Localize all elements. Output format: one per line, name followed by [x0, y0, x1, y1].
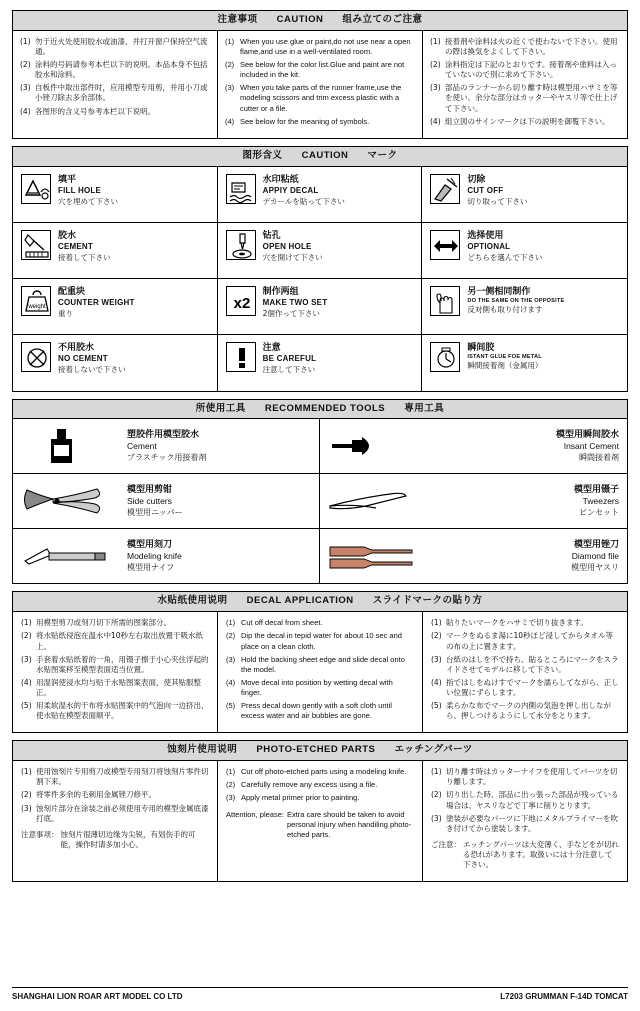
- symbol-make-two-set: [218, 279, 423, 335]
- instant-cement-icon: [328, 425, 424, 467]
- symbols-section: [12, 146, 628, 392]
- symbol-label-cn: 胶水: [58, 230, 77, 241]
- tool-label-cn: 模型用镊子: [573, 485, 619, 496]
- etched-band-jp: エッチングパーツ: [394, 744, 473, 756]
- symbol-label-cn: 瞬间胶: [467, 342, 495, 353]
- modeling-knife-icon: [21, 535, 117, 577]
- list-item: (3) 自板件中取出部件时，应用模型专用剪，并用小刀或小锉刀除去多余部体。: [20, 83, 208, 103]
- symbol-open-hole: [218, 223, 423, 279]
- etched-col-en: [217, 761, 422, 881]
- symbol-label-en: BE CAREFUL: [262, 353, 317, 363]
- tool-label-en: Diamond file: [571, 551, 619, 562]
- list-item: (2) 将水贴纸侵泡在温水中10秒左右取出放置于吸水纸上。: [21, 631, 204, 651]
- list-item: (2) See below for the color list.Glue and paint are not included in the kit.: [225, 60, 405, 80]
- tool-label-jp: プラスチック用接着剤: [127, 452, 207, 462]
- caution-col-cn: [13, 31, 217, 138]
- tool-label-en: Tweezers: [582, 496, 619, 507]
- tool-label-jp: 模型用ナイフ: [127, 562, 175, 572]
- list-item: (1) Cut off decal from sheet.: [226, 618, 323, 628]
- tool-label-jp: 模型用ヤスリ: [571, 562, 619, 572]
- symbol-label-jp: 接着して下さい: [58, 252, 111, 262]
- tool-diamond-file: [320, 529, 627, 583]
- caution-band-en: CAUTION: [276, 14, 324, 25]
- list-item: (4) 各图形的含义号参考本栏以下说明。: [20, 106, 155, 116]
- list-item: (1) 勿于近火处使用胶水或油漆，并打开窗户保持空气流通。: [20, 36, 208, 56]
- symbol-label-en: ISTANT GLUE FOE METAL: [467, 353, 542, 360]
- symbol-label-en: NO CEMENT: [58, 353, 108, 363]
- decal-col-en: [217, 612, 422, 732]
- be-careful-icon: [226, 342, 256, 372]
- list-item: (2) 将零件多余的毛刺用金属锉刀修平。: [21, 790, 156, 800]
- symbol-label-en: OPEN HOLE: [262, 241, 312, 251]
- tools-band-cn: 所使用工具: [195, 402, 246, 414]
- optional-icon: [430, 230, 460, 260]
- side-cutters-icon: [21, 480, 117, 522]
- tool-label-cn: 塑胶件用模型胶水: [127, 430, 200, 441]
- symbols-band-en: CAUTION: [301, 149, 349, 161]
- symbol-label-cn: 选择使用: [467, 230, 504, 241]
- tool-label-en: Side cutters: [127, 496, 172, 507]
- list-item: (4) See below for the meaning of symbols.: [225, 116, 370, 126]
- symbol-cement: [13, 223, 218, 279]
- decal-col-cn: [13, 612, 217, 732]
- tools-band-jp: 専用工具: [404, 402, 445, 414]
- caution-band-jp: 组み立てのご注意: [342, 14, 423, 25]
- list-item: ご注意： エッチングパーツは大変薄く、手などをが切れる恐れがあります。取扱いには十分注意して下さい。: [431, 839, 619, 870]
- tool-label-en: Cement: [127, 441, 157, 452]
- symbol-label-en: CUT OFF: [467, 185, 504, 195]
- caution-band: [12, 10, 628, 31]
- symbol-cut-off: [422, 167, 627, 223]
- symbols-band-jp: マーク: [367, 149, 398, 161]
- symbol-label-en: APPIY DECAL: [262, 185, 319, 195]
- tool-label-cn: 模型用瞬间胶水: [555, 430, 619, 441]
- symbol-label-jp: 重り: [58, 308, 73, 318]
- list-item: 注意事项： 蚀刻片很薄切边缘为尖锐，有划伤手的可能，操作时请多加小心。: [21, 829, 196, 849]
- tool-label-cn: 模型用锉刀: [573, 540, 619, 551]
- symbol-be-careful: [218, 335, 423, 391]
- apply-decal-icon: [226, 174, 256, 204]
- list-item: (2) マークをぬるま湯に10秒ほど浸してからタオル等の布の上に置きます。: [431, 631, 614, 651]
- list-item: (3) Hold the backing sheet edge and slide decal onto the model.: [226, 654, 405, 674]
- tools-section: [12, 399, 628, 585]
- list-item: (3) 台紙のはしを不で持ち、貼るところにマークをスライドさせてモデルに移して下さい。: [431, 654, 619, 674]
- list-item: (4) 組立図のサインマークは下の説明を御覧下さい。: [430, 116, 610, 126]
- symbol-counter-weight: [13, 279, 218, 335]
- decal-section: [12, 591, 628, 733]
- open-hole-icon: [226, 230, 256, 260]
- symbol-label-cn: 不用胶水: [58, 342, 95, 353]
- list-item: (2) 切り出した時、部品に出っ張った部品が残っている場合は、ヤスリなどで丁寧に削りとります。: [431, 790, 619, 810]
- do-same-opposite-icon: [430, 286, 460, 316]
- list-item: (3) 蚀刻片部分在涂装之前必须使用专用的模型金属底漆打底。: [21, 803, 209, 823]
- symbol-label-en: FILL HOLE: [58, 185, 101, 195]
- make-two-set-icon: [226, 286, 256, 316]
- symbol-label-en: COUNTER WEIGHT: [58, 297, 135, 307]
- symbol-label-cn: 钻孔: [262, 230, 281, 241]
- tool-label-jp: ピンセット: [579, 507, 619, 517]
- footer-company: SHANGHAI LION ROAR ART MODEL CO LTD: [12, 992, 183, 1002]
- caution-col-en: [217, 31, 422, 138]
- tool-cement: [13, 419, 320, 474]
- tool-label-cn: 模型用刻刀: [127, 540, 173, 551]
- list-item: (1) Cut off photo-etched parts using a modeling knife.: [226, 767, 407, 777]
- fill-hole-icon: [21, 174, 51, 204]
- etched-section: [12, 740, 628, 882]
- symbol-label-cn: 制作两组: [262, 286, 299, 297]
- tool-label-cn: 模型用剪钳: [127, 485, 173, 496]
- symbol-label-cn: 注意: [262, 342, 281, 353]
- symbol-fill-hole: [13, 167, 218, 223]
- list-item: (2) Carefully remove any excess using a file.: [226, 780, 378, 790]
- cut-off-icon: [430, 174, 460, 204]
- symbol-label-jp: 穴を埋めて下さい: [58, 196, 118, 206]
- tool-instant-cement: [320, 419, 627, 474]
- etched-band-en: PHOTO-ETCHED PARTS: [256, 744, 376, 756]
- symbol-label-en: OPTIONAL: [467, 241, 511, 251]
- symbol-label-cn: 水印粘纸: [262, 174, 299, 185]
- list-item: (2) 涂料指定は下記のとおりです。接着剤や塗料は入っていないので別に求めて下さい。: [430, 60, 617, 80]
- no-cement-icon: [21, 342, 51, 372]
- list-item: (1) 貼りたいマークをハサミで切り抜きます。: [431, 618, 588, 628]
- decal-band-en: DECAL APPLICATION: [246, 595, 354, 607]
- caution-col-jp: [422, 31, 627, 138]
- list-item: (3) When you take parts of the runner frame,use the modeling scissors and trim excess plastic with a cutter or a file.: [225, 83, 402, 113]
- list-item: (1) 用模型剪刀或刻刀切下所需的图案部分。: [21, 618, 171, 628]
- symbol-label-jp: 2個作って下さい: [262, 308, 320, 318]
- symbol-label-en: CEMENT: [58, 241, 93, 251]
- caution-band-cn: 注意事项: [217, 14, 258, 25]
- counter-weight-icon: [21, 286, 51, 316]
- symbol-label-jp: 穴を開けて下さい: [262, 252, 323, 262]
- symbol-label-jp: どちらを選んで下さい: [467, 252, 543, 262]
- symbol-instant-glue: [422, 335, 627, 391]
- tool-tweezers: [320, 474, 627, 529]
- tool-label-jp: 模型用ニッパー: [127, 507, 183, 517]
- list-item: (3) Apply metal primer prior to painting.: [226, 793, 360, 803]
- instant-glue-icon: [430, 342, 460, 372]
- symbol-label-cn: 配重块: [58, 286, 86, 297]
- list-item: (5) 用柔软湿水的干布将水贴图案中的气泡向一边挤出，使水贴在模型表面顺平。: [21, 701, 209, 721]
- symbol-label-en: DO THE SAME ON THE OPPOSITE: [467, 297, 565, 304]
- tools-band-en: RECOMMENDED TOOLS: [264, 402, 386, 414]
- decal-band-cn: 水贴纸使用说明: [157, 595, 228, 607]
- list-item: (5) 柔らかな布でマークの内側の気泡を押し出しながら、押しつけるようにして水分をとります。: [431, 701, 611, 721]
- etched-band: [12, 740, 628, 761]
- symbol-optional: [422, 223, 627, 279]
- tool-label-jp: 瞬間接着剤: [579, 452, 619, 462]
- list-item: (4) Move decal into position by wetting decal with finger.: [226, 677, 393, 697]
- etched-band-cn: 蚀刻片使用说明: [167, 744, 238, 756]
- etched-col-cn: [13, 761, 217, 881]
- symbol-label-cn: 填平: [58, 174, 77, 185]
- svg-text:x2: x2: [233, 294, 250, 312]
- list-item: (3) 塗装が必要なパーツに下地にメタルプライマーを吹き付けてから塗装します。: [431, 813, 618, 833]
- list-item: (4) 用湿润使浸水均与贴于水贴图案表面，使其贴服整正。: [21, 677, 201, 697]
- tool-modeling-knife: [13, 529, 320, 583]
- svg-text:weight: weight: [28, 303, 46, 310]
- footer-kit-code: L7203 GRUMMAN F-14D TOMCAT: [500, 992, 628, 1002]
- tool-label-en: Modeling knife: [127, 551, 182, 562]
- symbol-label-jp: 反対側も取り付けます: [467, 305, 543, 315]
- symbol-label-en: MAKE TWO SET: [262, 297, 328, 307]
- tweezers-icon: [328, 480, 424, 522]
- symbol-label-jp: 瞬間接着剤（金属用）: [467, 361, 543, 371]
- list-item: (3) 手套着水贴纸着的一角，用镊子擦于小心夹住浮起的水贴图案移至模型表面适当位置。: [21, 654, 209, 674]
- list-item: (4) 指ではしをぬけすでマークを濡らしてながら、正しい位置にずらします。: [431, 677, 619, 697]
- symbol-label-jp: 接着しないで下さい: [58, 364, 126, 374]
- symbol-label-cn: 切除: [467, 174, 486, 185]
- footer: [12, 987, 628, 1003]
- symbol-no-cement: [13, 335, 218, 391]
- tools-band: [12, 399, 628, 420]
- decal-col-jp: [422, 612, 627, 732]
- tool-side-cutters: [13, 474, 320, 529]
- symbols-band-cn: 图形含义: [242, 149, 283, 161]
- decal-band-jp: スライドマークの貼り方: [372, 595, 483, 607]
- list-item: (1) 使用蚀刻片专用剪刀或模型专用刻刀将蚀刻片零件切割下来。: [21, 767, 209, 787]
- tool-label-en: Insant Cement: [563, 441, 619, 452]
- list-item: (1) 切り離す時はカッターナイフを使用してパーツを切り離します。: [431, 767, 618, 787]
- caution-section: [12, 10, 628, 139]
- symbols-band: [12, 146, 628, 167]
- symbol-do-same-opposite: [422, 279, 627, 335]
- list-item: (3) 部品のランナーから切り離す時は模型用ハサミを等を使い、余分な部分はカッターやヤスリ等で仕上げて下さい。: [430, 83, 618, 113]
- symbol-label-jp: デカールを貼って下さい: [262, 196, 345, 206]
- symbol-apply-decal: [218, 167, 423, 223]
- decal-band: [12, 591, 628, 612]
- list-item: (5) Press decal down gently with a soft cloth until excess water and air bubbles are gone.: [226, 701, 392, 721]
- etched-col-jp: [422, 761, 627, 881]
- list-item: (2) Dip the decal in tepid water for about 10 sec and place on a clean cloth.: [226, 631, 402, 651]
- list-item: (1) When you use glue or paint,do not use near a open flame,and use in a well-ventilated room.: [225, 36, 411, 56]
- symbol-label-jp: 切り取って下さい: [467, 196, 528, 206]
- cement-icon: [21, 230, 51, 260]
- list-item: (1) 接着剤や涂料は火の近くで使わないで下さい。使用の際は換気をよくして下さい。: [430, 36, 618, 56]
- list-item: Attention, please: Extra care should be taken to avoid personal injury when handiling photo-etched parts.: [226, 809, 412, 839]
- list-item: (2) 涂料的号码请参考本栏以下的说明。本品本身不包括胶水和涂料。: [20, 60, 208, 80]
- diamond-file-icon: [328, 535, 424, 577]
- symbol-label-cn: 另一侧相同制作: [467, 286, 531, 297]
- symbol-label-jp: 注意して下さい: [262, 364, 316, 374]
- cement-bottle-icon: [21, 425, 117, 467]
